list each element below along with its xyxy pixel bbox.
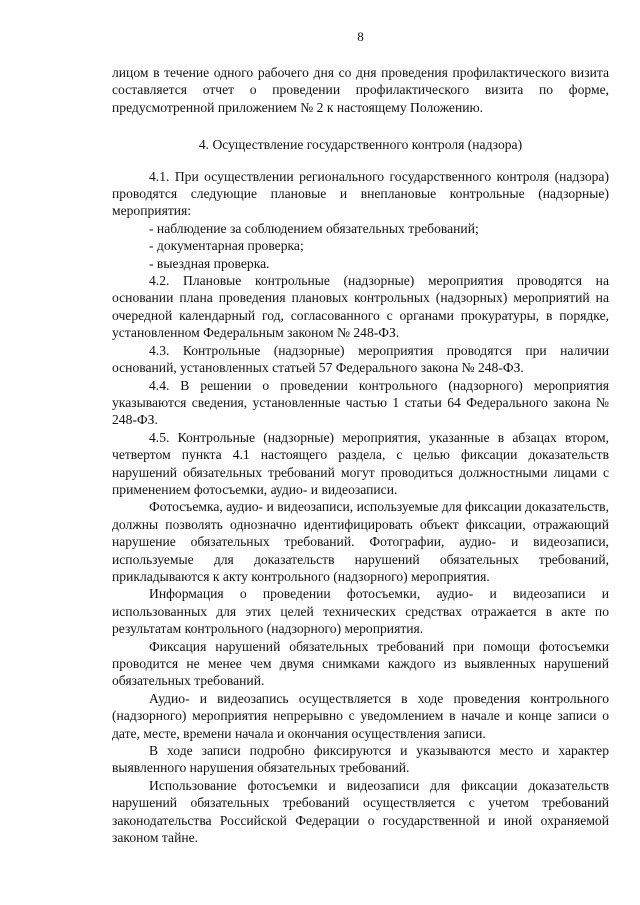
paragraph-4-3: 4.3. Контрольные (надзорные) мероприятия проводятся при наличии оснований, установленных статьей 57 Федерального закона № 248-ФЗ. [112,342,609,376]
list-item: - выездная проверка. [149,255,270,271]
section-title: 4. Осуществление государственного контроля (надзора) [198,137,523,153]
paragraph-4-4: 4.4. В решении о проведении контрольного (надзорного) мероприятия указываются сведения, установленные частью 1 статьи 64 Федерального закона № 248-ФЗ. [112,377,609,428]
page-number: 8 [357,29,364,44]
paragraph-4-1: 4.1. При осуществлении регионального государственного контроля (надзора) проводятся следующие плановые и внеплановые контрольные (надзорные) мероприятия: [112,168,609,219]
paragraph-recording: В ходе записи подробно фиксируются и указываются место и характер выявленного нарушения обязательных требований. [112,743,609,776]
list-item: - наблюдение за соблюдением обязательных требований; [149,220,479,236]
paragraph-4-2: 4.2. Плановые контрольные (надзорные) мероприятия проводятся на основании плана проведения плановых контрольных (надзорных) мероприятий на очередной календарный год, согласованного с органами прокуратуры, в порядке, установленном Федеральным законом № 248-ФЗ. [112,273,609,341]
list-item: - документарная проверка; [149,238,304,254]
paragraph-info-reflection: Информация о проведении фотосъемки, аудио- и видеозаписи и использованных для этих целей технических средствах отражается в акте по результатам контрольного (надзорного) мероприятия. [112,586,609,637]
paragraph-photo-fixation: Фиксация нарушений обязательных требований при помощи фотосъемки проводится не менее чем двумя снимками каждого из выявленных нарушений обязательных требований. [112,638,609,689]
measures-list [112,220,609,272]
intro-paragraph: лицом в течение одного рабочего дня со дня проведения профилактического визита составляется отчет о проведении профилактического визита по форме, предусмотренной приложением № 2 к настоящему Положению. [112,65,609,115]
paragraph-4-5: 4.5. Контрольные (надзорные) мероприятия, указанные в абзацах втором, четвертом пункта 4.1 настоящего раздела, с целью фиксации доказательств нарушений обязательных требований могут проводиться должностными лицами с применением фотосъемки, аудио- и видеозаписи. [112,429,609,497]
paragraph-legislation: Использование фотосъемки и видеозаписи для фиксации доказательств нарушений обязательных требований осуществляется с учетом требований законодательства Российской Федерации о государственной и иной охраняемой законом тайне. [112,777,609,846]
paragraph-photo-requirements: Фотосъемка, аудио- и видеозаписи, используемые для фиксации доказательств, должны позволять однозначно идентифицировать объект фиксации, отражающий нарушение обязательных требований. Фотографии, аудио- и видеозаписи, используемые для доказательств нарушений обязательных требований, прикладываются к акту контрольного (надзорного) мероприятия. [112,499,609,584]
paragraph-audio-video: Аудио- и видеозапись осуществляется в ходе проведения контрольного (надзорного) мероприятия непрерывно с уведомлением в начале и конце записи о дате, месте, времени начала и окончания осуществления записи. [112,690,609,741]
